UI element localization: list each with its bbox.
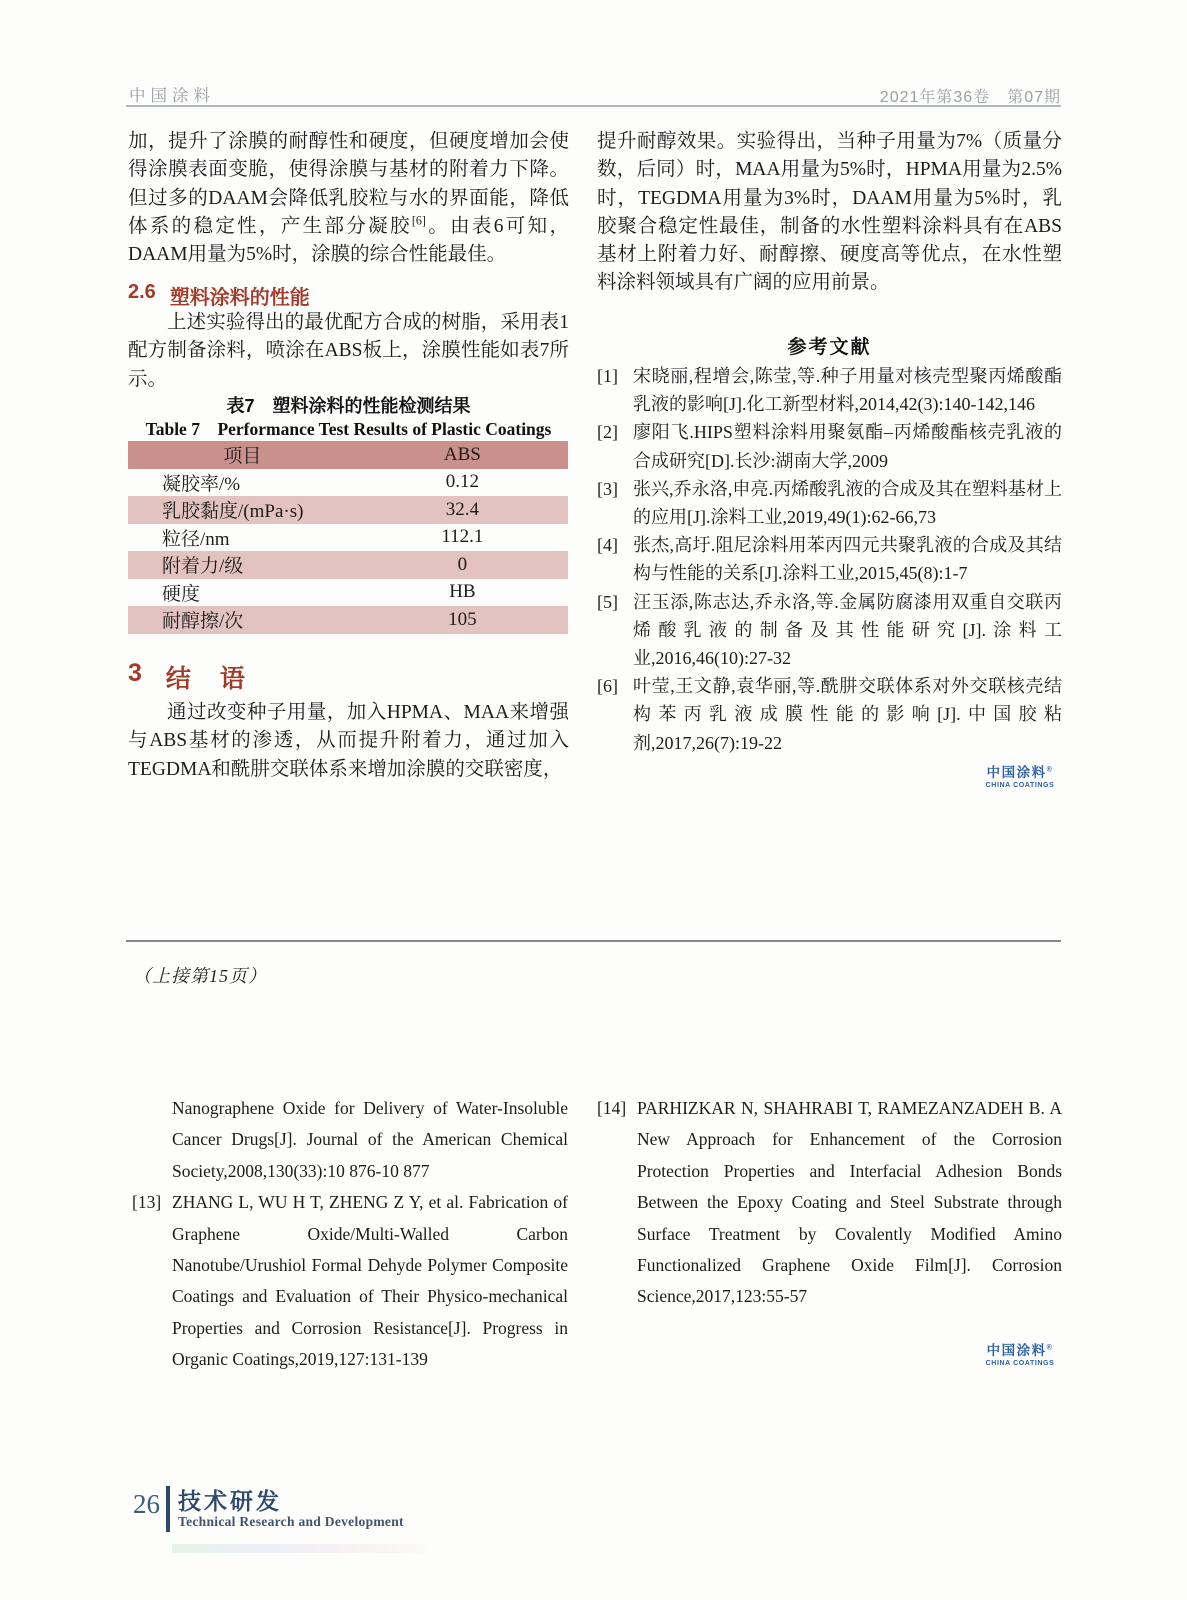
reference-label: [2] <box>597 422 618 443</box>
footer-section-en: Technical Research and Development <box>178 1514 404 1529</box>
continued-from-note: （上接第15页） <box>133 966 267 986</box>
table7-title-cn: 表7 塑料涂料的性能检测结果 <box>226 396 471 416</box>
cell-label: 凝胶率/% <box>162 473 241 495</box>
reference-item <box>597 475 1062 531</box>
paragraph-text: 加，提升了涂膜的耐醇性和硬度，但硬度增加会使得涂膜表面变脆，使得涂膜与基材的附着力下降。但过多的DAAM会降低乳胶粒与水的界面能，降低体系的稳定性，产生部分凝胶 <box>128 131 569 237</box>
logo-text-cn: 中国涂料® <box>986 1343 1054 1358</box>
section-number: 3 <box>128 659 144 687</box>
page-number: 26 <box>133 1489 160 1519</box>
table-row <box>128 496 568 524</box>
reference-label: [1] <box>597 366 618 386</box>
registered-mark: ® <box>1046 1344 1054 1352</box>
reference-item <box>597 362 1062 418</box>
column-header: ABS <box>357 441 568 469</box>
reference-label: [3] <box>597 478 618 499</box>
table-row <box>128 579 568 607</box>
cell-value: HB <box>449 581 476 603</box>
performance-table <box>128 441 568 634</box>
table-row <box>128 606 568 634</box>
section-number: 2.6 <box>128 281 156 303</box>
reference-label: [4] <box>597 535 618 556</box>
cell-value: 112.1 <box>441 526 484 548</box>
logo-text-cn: 中国涂料® <box>986 765 1054 780</box>
paragraph-recipe: 上述实验得出的最优配方合成的树脂，采用表1配方制备涂料，喷涂在ABS板上，涂膜性能如表7所示。 <box>128 312 569 390</box>
cell-value: 0 <box>357 551 568 579</box>
column-header: 项目 <box>128 441 357 469</box>
reference-text: Nanographene Oxide for Delivery of Water-Insoluble Cancer Drugs[J]. Journal of the American Chemical Society,2008,130(33):10 876-10 877 <box>172 1098 568 1181</box>
reference-text: 宋晓丽,程增会,陈莹,等.种子用量对核壳型聚丙烯酸酯乳液的影响[J].化工新型材料,2014,42(3):140-142,146 <box>633 366 1062 415</box>
registered-mark: ® <box>1046 766 1054 774</box>
cell-label: 粒径/nm <box>162 528 230 550</box>
table-header-row <box>128 441 568 469</box>
reference-item <box>132 1093 568 1187</box>
section-divider <box>126 940 1061 942</box>
reference-text: 张杰,高圩.阻尼涂料用苯丙四元共聚乳液的合成及其结构与性能的关系[J].涂料工业,2015,45(8):1-7 <box>633 535 1062 584</box>
reference-item <box>597 672 1062 757</box>
cell-label: 耐醇擦/次 <box>128 606 357 634</box>
references-heading: 参考文献 <box>787 337 872 358</box>
reference-text: 叶莹,王文静,袁华丽,等.酰肼交联体系对外交联核壳结构苯丙乳液成膜性能的影响[J].中国胶粘剂,2017,26(7):19-22 <box>633 676 1062 753</box>
header-rule <box>126 105 1061 107</box>
paragraph-conclusion: 通过改变种子用量，加入HPMA、MAA来增强与ABS基材的渗透，从而提升附着力，通过加入TEGDMA和酰肼交联体系来增加涂膜的交联密度， <box>128 702 569 780</box>
logo-text-en: CHINA COATINGS <box>985 1359 1055 1367</box>
cell-value: 32.4 <box>357 496 568 524</box>
footer-color-strip <box>172 1544 428 1553</box>
reference-item <box>597 531 1062 587</box>
reference-text: 张兴,乔永洛,申亮.丙烯酸乳液的合成及其在塑料基材上的应用[J].涂料工业,2019,49(1):62-66,73 <box>633 478 1062 528</box>
reference-item <box>132 1187 568 1375</box>
cell-label: 附着力/级 <box>128 551 357 579</box>
cell-value: 0.12 <box>445 471 480 493</box>
china-coatings-logo <box>982 1344 1058 1368</box>
table7-title-en: Table 7 Performance Test Results of Plastic Coatings <box>145 419 552 439</box>
reference-text: 汪玉添,陈志达,乔永洛,等.金属防腐漆用双重自交联丙烯酸乳液的制备及其性能研究[J].涂料工业,2016,46(10):27-32 <box>633 591 1062 669</box>
cell-label: 硬度 <box>162 583 201 605</box>
reference-text: PARHIZKAR N, SHAHRABI T, RAMEZANZADEH B. A New Approach for Enhancement of the Corrosion Protection Properties and Interfacial Adhesion Bonds Between the Epoxy Coating and Steel Substrate through Surface Treatment by Covalently Modified Amino Functionalized Graphene Oxide Film[J]. Corrosion Science,2017,123:55-57 <box>637 1098 1062 1307</box>
footer-divider-bar <box>166 1486 170 1532</box>
paragraph-daam <box>128 128 569 269</box>
references-list <box>597 362 1062 757</box>
cell-value: 105 <box>357 606 568 634</box>
reference-label: [5] <box>597 591 618 612</box>
references-continued-right <box>597 1093 1062 1313</box>
section-heading-2-6 <box>128 281 310 310</box>
issue-info: 2021年第36卷 第07期 <box>879 89 1061 106</box>
section-heading-3 <box>128 659 247 695</box>
reference-label: [14] <box>597 1098 627 1118</box>
section-title: 结 语 <box>165 665 247 693</box>
reference-item <box>597 1093 1062 1313</box>
reference-label <box>132 1093 172 1187</box>
references-continued-left <box>132 1093 568 1376</box>
table-row <box>128 469 568 497</box>
paragraph-text: 。由表6可知，DAAM用量为5%时，涂膜的综合性能最佳。 <box>128 215 569 266</box>
logo-text-en: CHINA COATINGS <box>985 781 1055 789</box>
paragraph-results: 提升耐醇效果。实验得出，当种子用量为7%（质量分数，后同）时，MAA用量为5%时，HPMA用量为2.5%时，TEGDMA用量为3%时，DAAM用量为5%时，乳胶聚合稳定性最佳，制备的水性塑料涂料具有在ABS基材上附着力好、耐醇擦、硬度高等优点，在水性塑料涂料领域具有广阔的应用前景。 <box>597 131 1062 294</box>
reference-item <box>597 418 1062 474</box>
footer-section-cn: 技术研发 <box>178 1488 282 1514</box>
section-title: 塑料涂料的性能 <box>169 287 310 309</box>
table-row <box>128 551 568 579</box>
table-row <box>128 524 568 552</box>
reference-label: [6] <box>597 676 618 697</box>
reference-label: [13] <box>132 1192 162 1213</box>
reference-item <box>597 588 1062 673</box>
journal-name: 中国涂料 <box>129 87 215 105</box>
reference-text: 廖阳飞.HIPS塑料涂料用聚氨酯–丙烯酸酯核壳乳液的合成研究[D].长沙:湖南大学,2009 <box>633 422 1062 471</box>
china-coatings-logo <box>982 766 1058 790</box>
reference-text: ZHANG L, WU H T, ZHENG Z Y, et al. Fabrication of Graphene Oxide/Multi-Walled Carbon Nanotube/Urushiol Formal Dehyde Polymer Composite Coatings and Evaluation of Their Physico-mechanical Properties and Corrosion Resistance[J]. Progress in Organic Coatings,2019,127:131-139 <box>172 1192 568 1370</box>
citation-superscript: [6] <box>411 213 426 228</box>
cell-label: 乳胶黏度/(mPa·s) <box>128 496 357 524</box>
